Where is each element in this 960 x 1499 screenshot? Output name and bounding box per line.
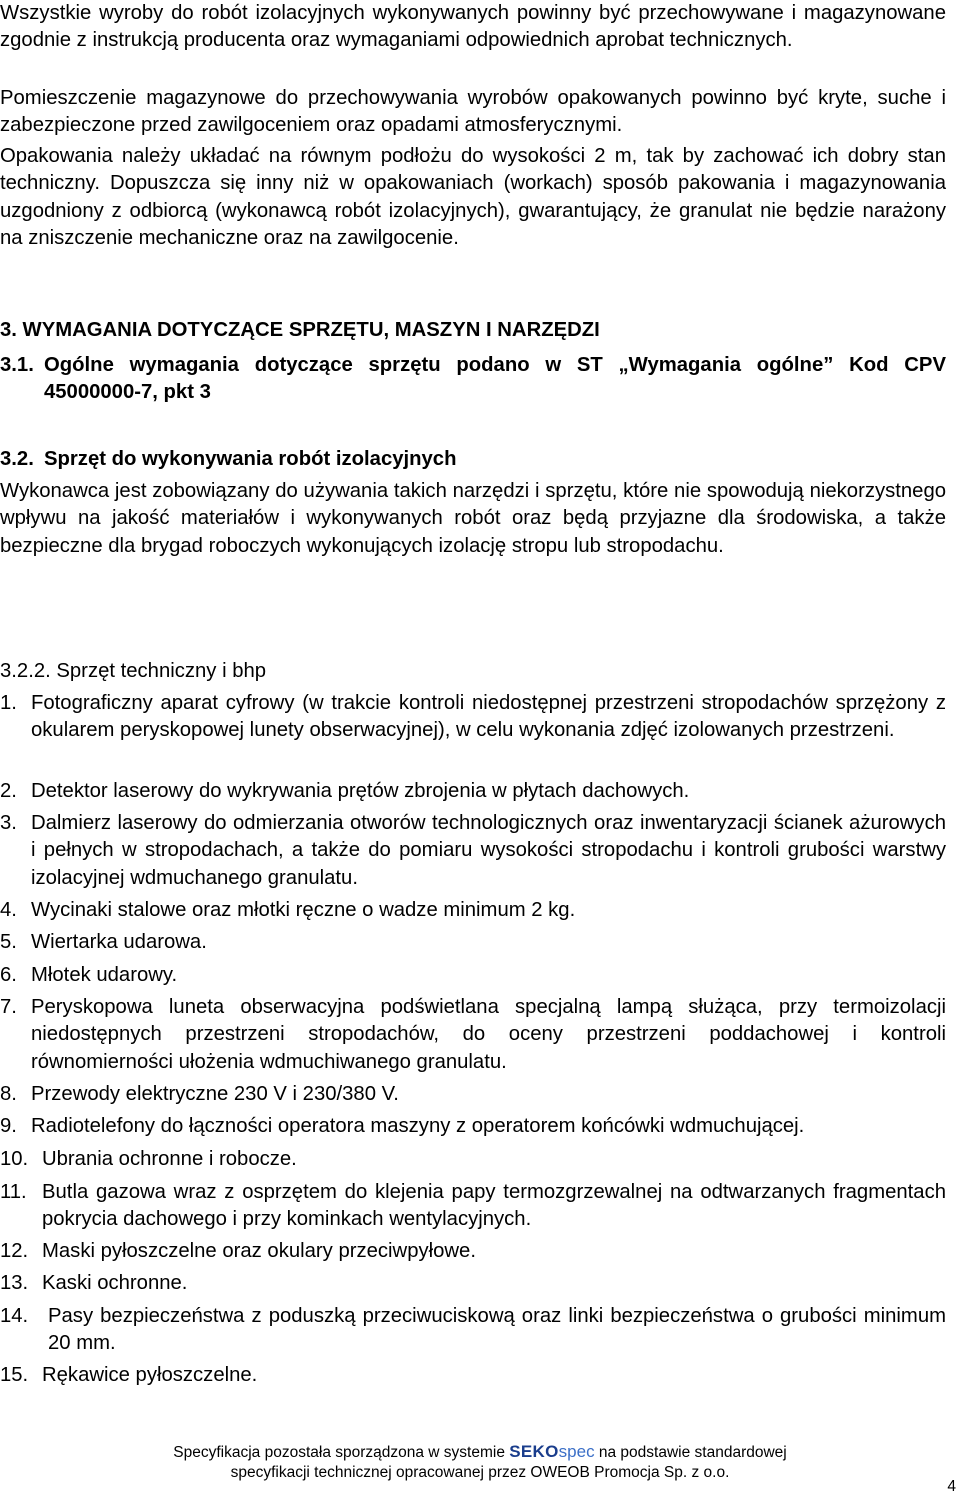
- list-item-number: 2.: [0, 780, 17, 802]
- footer-line-1: [0, 1442, 960, 1463]
- sekospec-logo-spec: spec: [558, 1442, 595, 1461]
- list-item-text: Butla gazowa wraz z osprzętem do klejenia papy termozgrzewalnej na odtwarzanych fragmentach pokrycia dachowego i przy kominkach wentylacyjnych.: [42, 1181, 946, 1231]
- list-item: [0, 897, 946, 924]
- sekospec-logo-seko: SEKO: [509, 1442, 559, 1461]
- list-item: [0, 1270, 946, 1297]
- list-item-text: Wiertarka udarowa.: [31, 931, 207, 953]
- list-item-number: 7.: [0, 996, 17, 1018]
- list-item-text: Peryskopowa luneta obserwacyjna podświetlana specjalną lampą służąca, przy termoizolacji niedostępnych przestrzeni stropodachów, do oceny przestrzeni poddachowej i kontroli równomierności ułożenia wdmuchiwanego granulatu.: [31, 996, 946, 1073]
- list-item: [0, 1303, 946, 1358]
- intro-paragraph-storage: Wszystkie wyroby do robót izolacyjnych wykonywanych powinny być przechowywane i magazynowane zgodnie z instrukcją producenta oraz wymaganiami odpowiednich aprobat technicznych.: [0, 2, 946, 52]
- page-number: 4: [947, 1478, 956, 1495]
- list-item-text: Przewody elektryczne 230 V i 230/380 V.: [31, 1083, 399, 1105]
- intro-paragraph-packaging: Opakowania należy układać na równym podłożu do wysokości 2 m, tak by zachować ich dobry stan techniczny. Dopuszcza się inny niż w opakowaniach (workach) sposób pakowania i magazynowania uzgodniony z odbiorcą (wykonawcą robót izolacyjnych), gwarantujący, że granulat nie będzie narażony na zniszczenie mechaniczne oraz na zawilgocenie.: [0, 145, 946, 249]
- list-item: [0, 1179, 946, 1234]
- list-item-text: Kaski ochronne.: [42, 1272, 188, 1294]
- list-item-number: 1.: [0, 692, 17, 714]
- section-3-1-number: 3.1.: [0, 354, 34, 376]
- page-footer: [0, 1442, 960, 1483]
- list-item-text: Detektor laserowy do wykrywania prętów zbrojenia w płytach dachowych.: [31, 780, 690, 802]
- intro-paragraph-warehouse: Pomieszczenie magazynowe do przechowywania wyrobów opakowanych powinno być kryte, suche i zabezpieczone przed zawilgoceniem oraz opadami atmosferycznymi.: [0, 87, 946, 137]
- list-item-text: Maski pyłoszczelne oraz okulary przeciwpyłowe.: [42, 1240, 476, 1262]
- list-item: [0, 1113, 946, 1140]
- section-3-2-number: 3.2.: [0, 448, 34, 470]
- list-item-number: 6.: [0, 964, 17, 986]
- list-item-text: Młotek udarowy.: [31, 964, 178, 986]
- list-item-text: Dalmierz laserowy do odmierzania otworów technologicznych oraz inwentaryzacji ścianek ażurowych i pełnych w stropodachach, a także do pomiaru wysokości stropodachu i kontroli grubości warstwy izolacyjnej wdmuchanego granulatu.: [31, 812, 946, 889]
- list-item: [0, 962, 946, 989]
- list-item-text: Ubrania ochronne i robocze.: [42, 1148, 297, 1170]
- footer-line-2: specyfikacji technicznej opracowanej przez OWEOB Promocja Sp. z o.o.: [230, 1464, 730, 1481]
- list-item-number: 13.: [0, 1272, 29, 1294]
- list-item-number: 14.: [0, 1305, 29, 1327]
- list-item-text: Pasy bezpieczeństwa z poduszką przeciwuciskową oraz linki bezpieczeństwa o grubości minimum 20 mm.: [48, 1305, 946, 1355]
- section-3-2-body: Wykonawca jest zobowiązany do używania takich narzędzi i sprzętu, które nie spowodują niekorzystnego wpływu na jakość materiałów i wykonywanych robót oraz będą przyjazne dla środowiska, a także bezpieczne dla brygad roboczych wykonujących izolację stropu lub stropodachu.: [0, 480, 946, 557]
- list-item-number: 9.: [0, 1115, 17, 1137]
- list-item: [0, 994, 946, 1076]
- footer-text-before: Specyfikacja pozostała sporządzona w systemie: [173, 1444, 510, 1461]
- list-item: [0, 778, 946, 805]
- section-3-1-text: Ogólne wymagania dotyczące sprzętu podano w ST „Wymagania ogólne” Kod CPV 45000000-7, pkt 3: [44, 354, 946, 404]
- list-item-text: Radiotelefony do łączności operatora maszyny z operatorem końcówki wdmuchującej.: [31, 1115, 805, 1137]
- list-item: [0, 929, 946, 956]
- section-3-1-heading: [0, 352, 946, 407]
- list-item: [0, 1081, 946, 1108]
- list-item-number: 3.: [0, 812, 17, 834]
- list-item-number: 5.: [0, 931, 17, 953]
- list-item: [0, 1146, 946, 1173]
- list-item-number: 10.: [0, 1148, 29, 1170]
- list-item: [0, 1362, 946, 1389]
- list-item-text: Wycinaki stalowe oraz młotki ręczne o wadze minimum 2 kg.: [31, 899, 576, 921]
- list-item: [0, 1238, 946, 1265]
- list-item-number: 11.: [0, 1181, 27, 1203]
- section-3-heading: 3. WYMAGANIA DOTYCZĄCE SPRZĘTU, MASZYN I NARZĘDZI: [0, 319, 600, 341]
- list-item-number: 15.: [0, 1364, 29, 1386]
- section-3-2-text: Sprzęt do wykonywania robót izolacyjnych: [44, 448, 457, 470]
- list-item-text: Rękawice pyłoszczelne.: [42, 1364, 258, 1386]
- section-3-2-heading: [0, 446, 946, 473]
- list-item-number: 8.: [0, 1083, 17, 1105]
- footer-text-after: na podstawie standardowej: [594, 1444, 787, 1461]
- list-item-text: Fotograficzny aparat cyfrowy (w trakcie kontroli niedostępnej przestrzeni stropodachów sprzężony z okularem peryskopowej lunety obserwacyjnej), w celu wykonania zdjęć izolowanych przestrzeni.: [31, 692, 946, 742]
- list-item: [0, 690, 946, 745]
- list-item: [0, 810, 946, 892]
- list-item-number: 4.: [0, 899, 17, 921]
- list-item-number: 12.: [0, 1240, 29, 1262]
- section-3-2-2-heading: 3.2.2. Sprzęt techniczny i bhp: [0, 660, 267, 682]
